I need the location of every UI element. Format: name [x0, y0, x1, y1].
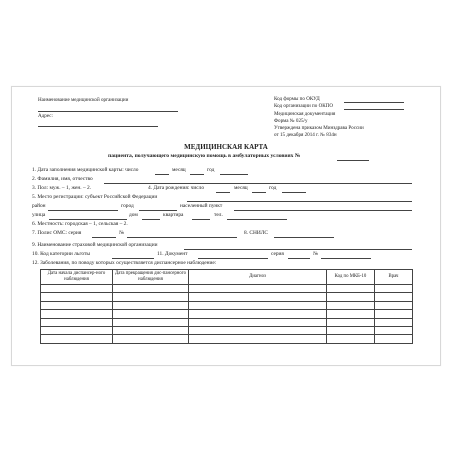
med-doc-label: Медицинская документация	[274, 111, 336, 117]
field-2-line	[104, 183, 412, 184]
org-name-label: Наименование медицинской организации	[38, 97, 129, 103]
okpo-line	[344, 109, 404, 110]
field-4-month-line	[252, 192, 266, 193]
table-cell[interactable]	[41, 285, 113, 293]
field-5-label: 5. Место регистрации: субъект Российской Федерации	[32, 194, 158, 200]
field-1-year-label: год	[207, 167, 215, 173]
field-4-label: 4. Дата рождения: число	[148, 185, 205, 191]
field-11-doc-line	[198, 258, 268, 259]
table-cell[interactable]	[41, 310, 113, 318]
table-cell[interactable]	[327, 335, 375, 343]
field-7-number-label: №	[119, 230, 125, 236]
col-doctor: Врач	[375, 270, 413, 285]
address-line	[38, 126, 158, 127]
field-5-region-line	[187, 201, 412, 202]
field-5-district-label: район	[32, 203, 46, 209]
field-5-phone-label: тел.	[214, 212, 223, 218]
org-name-line	[38, 111, 178, 112]
field-11-number-label: №	[313, 251, 319, 257]
field-8-label: 8. СНИЛС	[244, 230, 269, 236]
field-11-series-line	[288, 258, 310, 259]
field-5-locality-line	[234, 210, 412, 211]
table-cell[interactable]	[375, 335, 413, 343]
table-header-row	[41, 270, 413, 285]
col-start-date: Дата начала диспансер-ного наблюдения	[41, 270, 113, 285]
field-10-line	[112, 258, 154, 259]
col-end-date: Дата прекращения дис-пансерного наблюдения	[113, 270, 189, 285]
table-cell[interactable]	[41, 326, 113, 334]
table-cell[interactable]	[189, 310, 327, 318]
table-cell[interactable]	[375, 285, 413, 293]
table-cell[interactable]	[375, 293, 413, 301]
table-cell[interactable]	[375, 310, 413, 318]
field-11-number-line	[321, 258, 371, 259]
table-cell[interactable]	[327, 293, 375, 301]
field-7-series-line	[92, 237, 116, 238]
field-9-line	[184, 249, 412, 250]
table-row	[41, 293, 413, 301]
field-4-year-line	[282, 192, 306, 193]
field-1-year-line	[220, 174, 248, 175]
table-cell[interactable]	[375, 318, 413, 326]
field-12-label: 12. Заболевания, по поводу которых осуществляется диспансерное наблюдение:	[32, 260, 217, 266]
medical-card-form	[11, 86, 441, 366]
field-3-label: 3. Пол: муж. – 1, жен. – 2.	[32, 185, 92, 191]
field-5-city-line	[139, 210, 177, 211]
field-4-day-line	[216, 192, 230, 193]
field-10-label: 10. Код категории льготы	[32, 251, 90, 257]
table-cell[interactable]	[327, 326, 375, 334]
field-11-series-label: серия	[271, 251, 284, 257]
field-1-month-line	[190, 174, 204, 175]
field-8-line	[274, 237, 334, 238]
table-cell[interactable]	[327, 301, 375, 309]
table-row	[41, 326, 413, 334]
field-5-house-label: дом	[129, 212, 138, 218]
field-5-locality-label: населенный пункт	[180, 203, 223, 209]
field-4-month-label: месяц	[234, 185, 248, 191]
table-cell[interactable]	[327, 310, 375, 318]
approval-date: от 15 декабря 2014 г. № 834н	[274, 132, 337, 138]
field-1-day-line	[155, 174, 169, 175]
field-4-year-label: год	[269, 185, 277, 191]
field-5-street-line	[49, 219, 127, 220]
table-cell[interactable]	[113, 335, 189, 343]
table-cell[interactable]	[41, 318, 113, 326]
table-cell[interactable]	[375, 326, 413, 334]
table-cell[interactable]	[327, 285, 375, 293]
field-7-label: 7. Полис ОМС: серия	[32, 230, 82, 236]
field-5-street-label: улица	[32, 212, 46, 218]
card-subtitle: пациента, получающего медицинскую помощь в амбулаторных условиях №	[108, 153, 301, 159]
table-cell[interactable]	[189, 301, 327, 309]
okud-line	[344, 102, 404, 103]
dispensary-table	[40, 269, 413, 344]
col-diagnosis: Диагноз	[189, 270, 327, 285]
table-row	[41, 335, 413, 343]
okpo-label: Код организации по ОКПО	[274, 103, 334, 109]
field-5-district-line	[48, 210, 118, 211]
table-cell[interactable]	[41, 301, 113, 309]
col-icd-code: Код по МКБ-10	[327, 270, 375, 285]
table-row	[41, 301, 413, 309]
table-cell[interactable]	[113, 301, 189, 309]
table-cell[interactable]	[41, 335, 113, 343]
table-cell[interactable]	[189, 326, 327, 334]
table-cell[interactable]	[189, 335, 327, 343]
table-cell[interactable]	[189, 285, 327, 293]
field-1-label: 1. Дата заполнения медицинской карты: число	[32, 167, 139, 173]
field-5-flat-line	[192, 219, 210, 220]
okud-label: Код формы по ОКУД	[274, 96, 320, 102]
field-5-phone-line	[227, 219, 287, 220]
field-7-number-line	[127, 237, 237, 238]
field-5-flat-label: квартира	[163, 212, 184, 218]
field-5-house-line	[142, 219, 160, 220]
field-2-label: 2. Фамилия, имя, отчество	[32, 176, 93, 182]
field-6-label: 6. Местность: городская – 1, сельская – 2.	[32, 221, 128, 227]
approval-text: Утверждена приказом Минздрава России	[274, 125, 364, 131]
table-cell[interactable]	[189, 293, 327, 301]
card-title: МЕДИЦИНСКАЯ КАРТА	[184, 143, 268, 151]
table-cell[interactable]	[113, 326, 189, 334]
address-label: Адрес:	[38, 113, 53, 119]
table-row	[41, 310, 413, 318]
form-number: Форма № 025/у	[274, 118, 308, 124]
field-9-label: 9. Наименование страховой медицинской организации	[32, 242, 158, 248]
table-cell[interactable]	[113, 310, 189, 318]
table-cell[interactable]	[41, 293, 113, 301]
field-5-city-label: город	[121, 203, 134, 209]
table-cell[interactable]	[113, 293, 189, 301]
field-11-label: 11. Документ	[157, 251, 188, 257]
table-cell[interactable]	[327, 318, 375, 326]
table-row	[41, 318, 413, 326]
table-cell[interactable]	[113, 285, 189, 293]
table-cell[interactable]	[375, 301, 413, 309]
table-cell[interactable]	[113, 318, 189, 326]
table-row	[41, 285, 413, 293]
card-number-line	[337, 160, 369, 161]
table-cell[interactable]	[189, 318, 327, 326]
field-1-month-label: месяц	[172, 167, 186, 173]
